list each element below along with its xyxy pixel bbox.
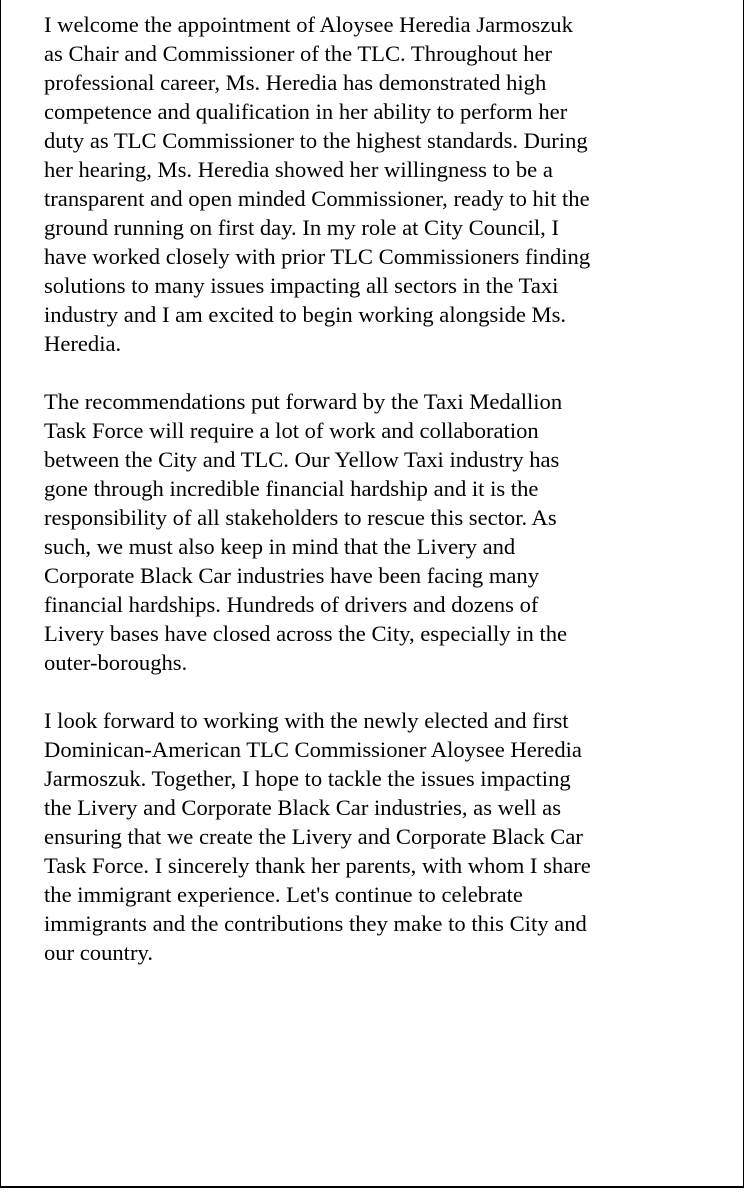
text-line: Heredia.	[44, 331, 122, 356]
text-line: ensuring that we create the Livery and Corporate Black Car	[44, 824, 583, 849]
paragraph-1	[44, 10, 734, 358]
text-line: as Chair and Commissioner of the TLC. Throughout her	[44, 41, 553, 66]
text-line: financial hardships. Hundreds of drivers and dozens of	[44, 592, 539, 617]
text-line: I welcome the appointment of Aloysee Heredia Jarmoszuk	[44, 12, 573, 37]
text-line: Jarmoszuk. Together, I hope to tackle the issues impacting	[44, 766, 571, 791]
text-line: her hearing, Ms. Heredia showed her willingness to be a	[44, 157, 553, 182]
statement-body	[44, 10, 734, 996]
text-line: have worked closely with prior TLC Commissioners finding	[44, 244, 591, 269]
text-line: industry and I am excited to begin working alongside Ms.	[44, 302, 567, 327]
paragraph-3	[44, 706, 734, 967]
text-line: responsibility of all stakeholders to rescue this sector. As	[44, 505, 557, 530]
text-line: Livery bases have closed across the City, especially in the	[44, 621, 568, 646]
text-line: between the City and TLC. Our Yellow Taxi industry has	[44, 447, 560, 472]
text-line: Task Force. I sincerely thank her parents, with whom I share	[44, 853, 591, 878]
text-line: our country.	[44, 940, 153, 965]
text-line: solutions to many issues impacting all sectors in the Taxi	[44, 273, 559, 298]
text-line: outer-boroughs.	[44, 650, 188, 675]
text-line: professional career, Ms. Heredia has demonstrated high	[44, 70, 547, 95]
text-line: the immigrant experience. Let's continue to celebrate	[44, 882, 523, 907]
text-line: transparent and open minded Commissioner, ready to hit the	[44, 186, 590, 211]
text-line: the Livery and Corporate Black Car industries, as well as	[44, 795, 561, 820]
text-line: ground running on first day. In my role at City Council, I	[44, 215, 559, 240]
text-line: gone through incredible financial hardship and it is the	[44, 476, 539, 501]
paragraph-2	[44, 387, 734, 677]
text-line: immigrants and the contributions they make to this City and	[44, 911, 587, 936]
text-line: such, we must also keep in mind that the Livery and	[44, 534, 516, 559]
text-line: Task Force will require a lot of work and collaboration	[44, 418, 539, 443]
text-line: I look forward to working with the newly elected and first	[44, 708, 569, 733]
text-line: competence and qualification in her ability to perform her	[44, 99, 568, 124]
text-line: duty as TLC Commissioner to the highest standards. During	[44, 128, 588, 153]
text-line: The recommendations put forward by the Taxi Medallion	[44, 389, 563, 414]
text-line: Corporate Black Car industries have been facing many	[44, 563, 540, 588]
text-line: Dominican-American TLC Commissioner Aloysee Heredia	[44, 737, 582, 762]
